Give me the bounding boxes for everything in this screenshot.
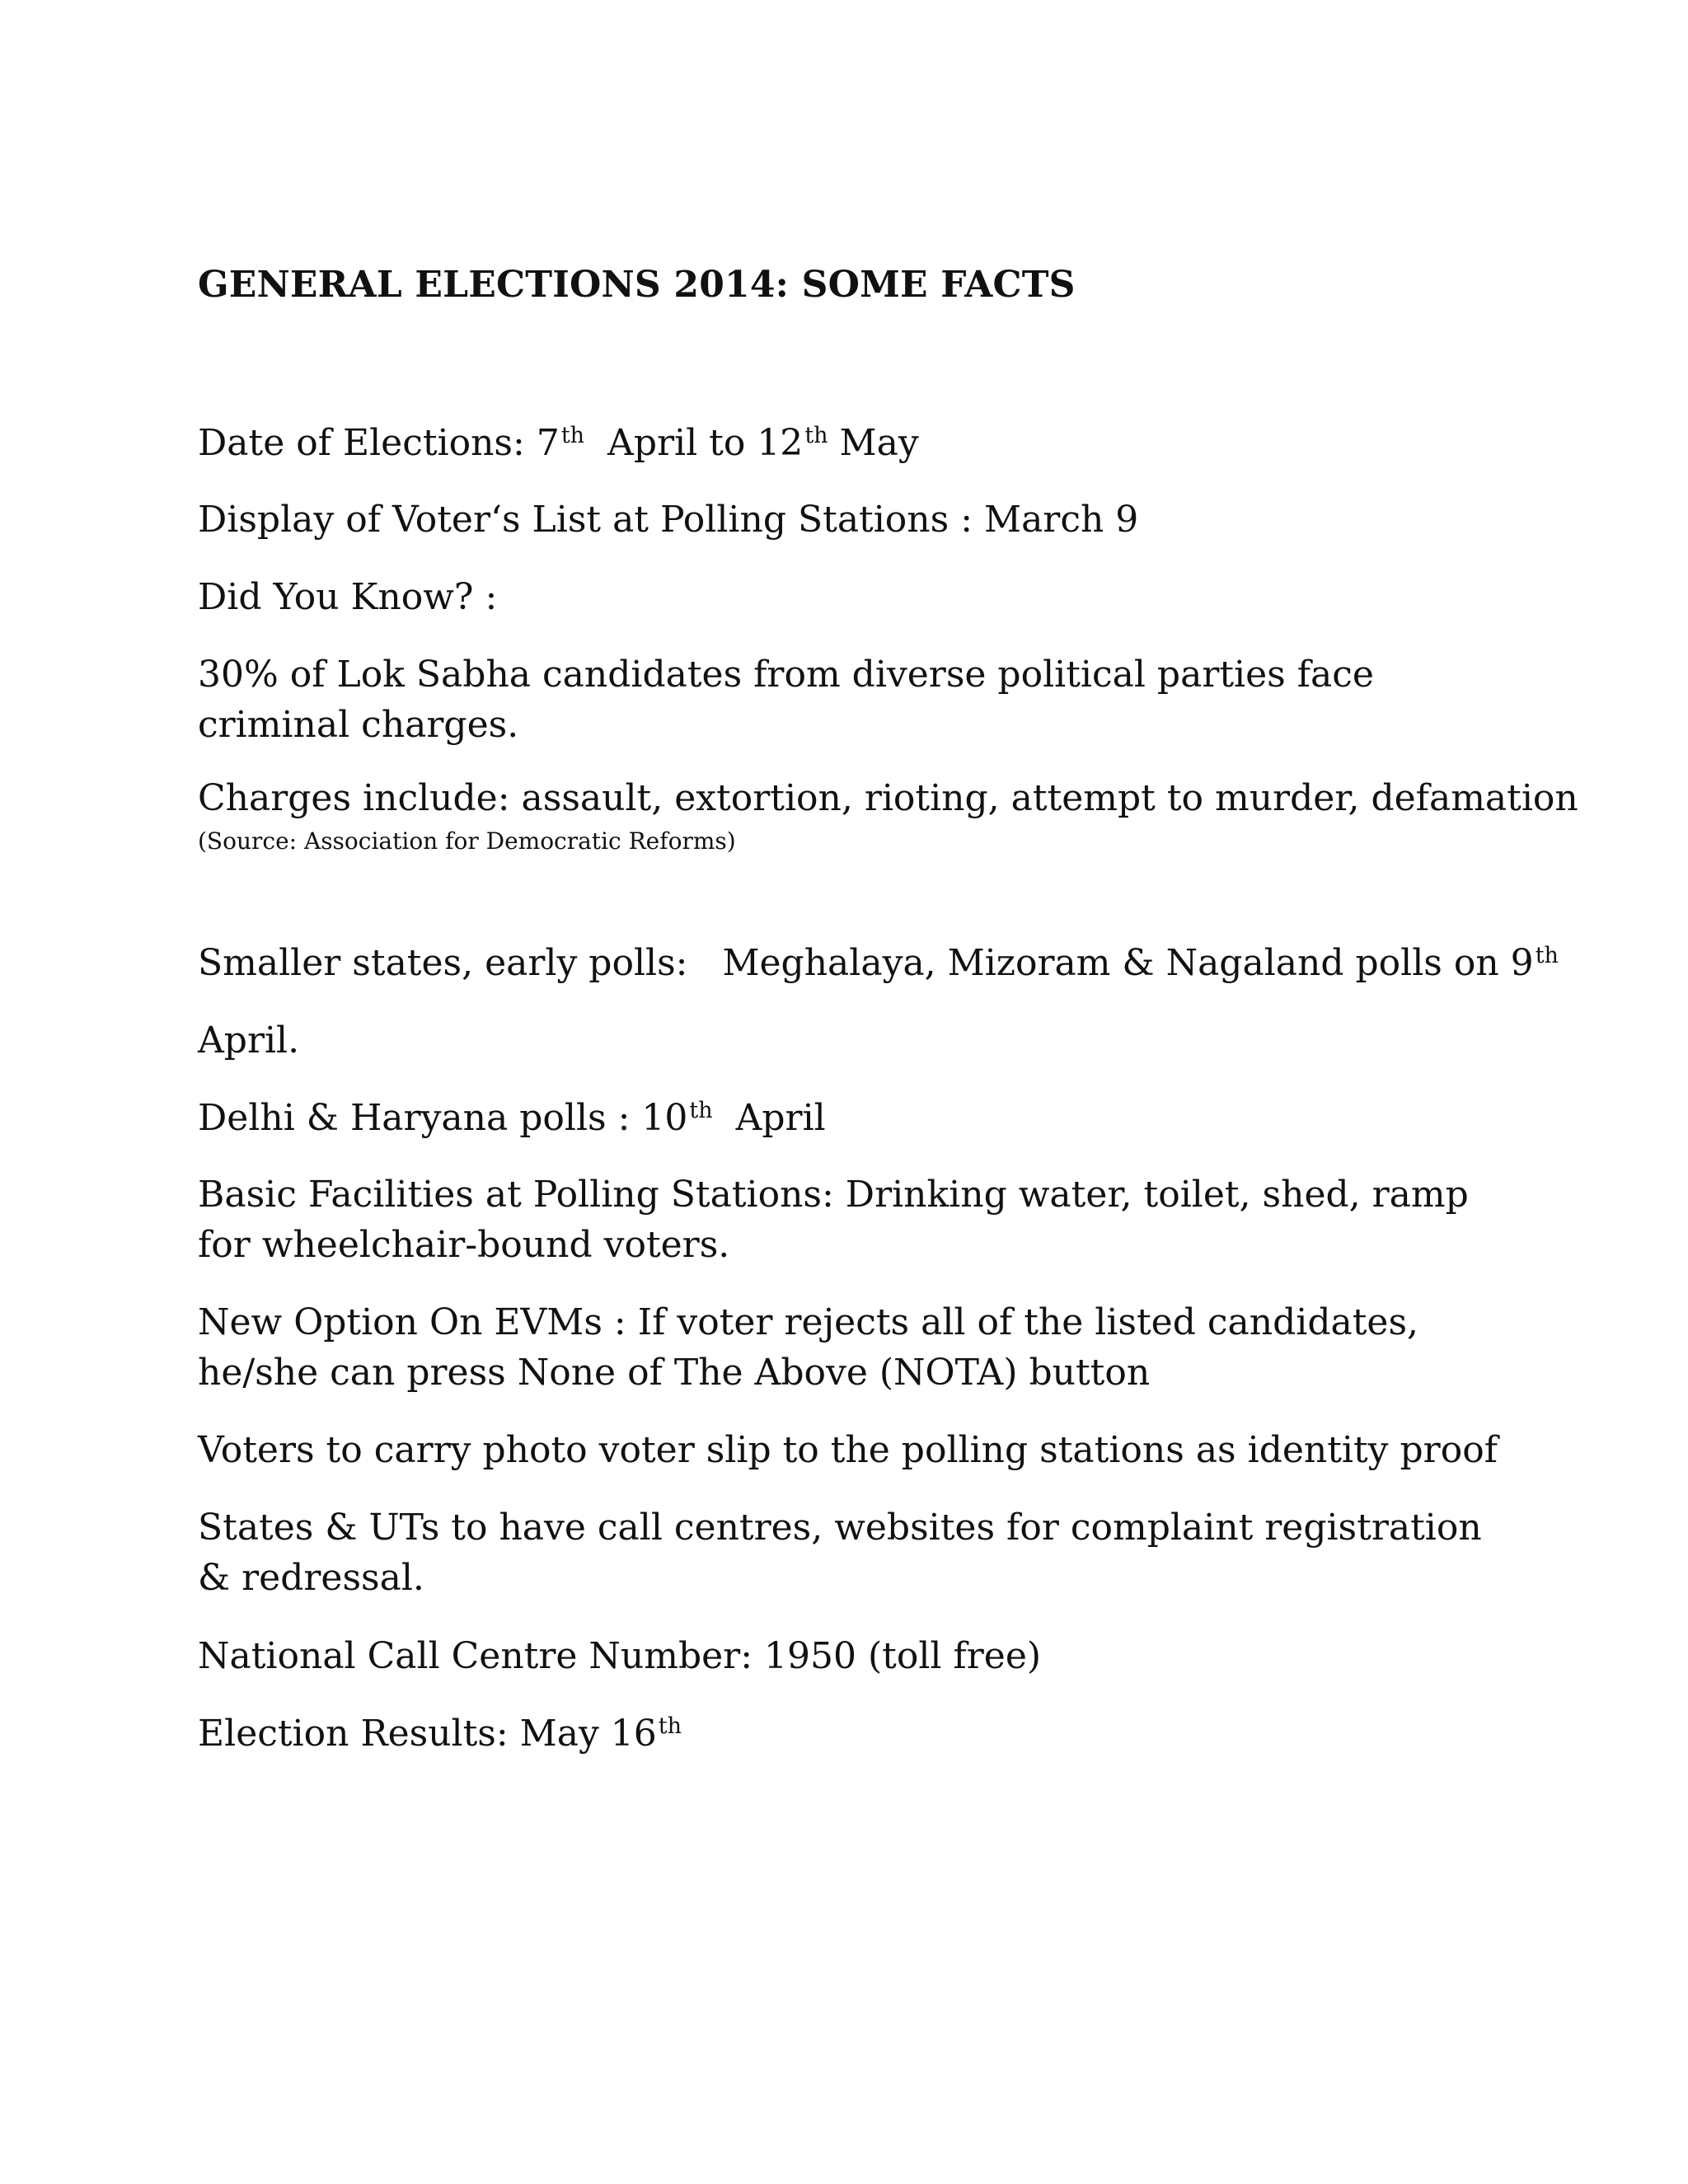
photo-slip-line: Voters to carry photo voter slip to the polling stations as identity proof bbox=[198, 1429, 1498, 1471]
election-end-sup: th bbox=[804, 423, 828, 449]
delhi-haryana-line bbox=[198, 1093, 826, 1143]
source-note: (Source: Association for Democratic Reforms) bbox=[198, 827, 736, 855]
charges-include-line: Charges include: assault, extortion, rioting, attempt to murder, defamation bbox=[198, 777, 1578, 819]
smaller-states-text: Smaller states, early polls: Meghalaya, Mizoram & Nagaland polls on 9 bbox=[198, 942, 1534, 984]
facilities-paragraph: Basic Facilities at Polling Stations: Drinking water, toilet, shed, ramp for wheelchair-bound voters. bbox=[198, 1174, 1469, 1266]
election-dates-prefix: Date of Elections: bbox=[198, 422, 537, 464]
criminal-charges-paragraph: 30% of Lok Sabha candidates from diverse political parties face criminal charges. bbox=[198, 654, 1374, 746]
delhi-prefix: Delhi & Haryana polls : 10 bbox=[198, 1097, 688, 1139]
smaller-states-line bbox=[198, 938, 1559, 988]
nota-paragraph: New Option On EVMs : If voter rejects all of the listed candidates, he/she can press None of The Above (NOTA) button bbox=[198, 1301, 1419, 1394]
election-dates-middle: April to 12 bbox=[584, 422, 804, 464]
results-sup: th bbox=[658, 1713, 682, 1740]
did-you-know-line: Did You Know? : bbox=[198, 576, 498, 618]
delhi-suffix: April bbox=[712, 1097, 826, 1139]
election-dates-line bbox=[198, 418, 919, 468]
call-centres-paragraph: States & UTs to have call centres, websites for complaint registration & redressal. bbox=[198, 1507, 1482, 1599]
election-dates-end: May bbox=[828, 422, 919, 464]
delhi-sup: th bbox=[689, 1098, 713, 1124]
election-results-line bbox=[198, 1708, 682, 1759]
smaller-states-sup: th bbox=[1535, 943, 1559, 969]
april-line: April. bbox=[198, 1019, 300, 1062]
election-start-day: 7 bbox=[536, 422, 560, 464]
national-call-centre-line: National Call Centre Number: 1950 (toll free) bbox=[198, 1635, 1042, 1677]
voter-list-line: Display of Voter‘s List at Polling Stations : March 9 bbox=[198, 499, 1139, 541]
election-start-sup: th bbox=[560, 423, 585, 449]
document-title: GENERAL ELECTIONS 2014: SOME FACTS bbox=[198, 264, 1076, 306]
results-prefix: Election Results: May 16 bbox=[198, 1713, 657, 1755]
